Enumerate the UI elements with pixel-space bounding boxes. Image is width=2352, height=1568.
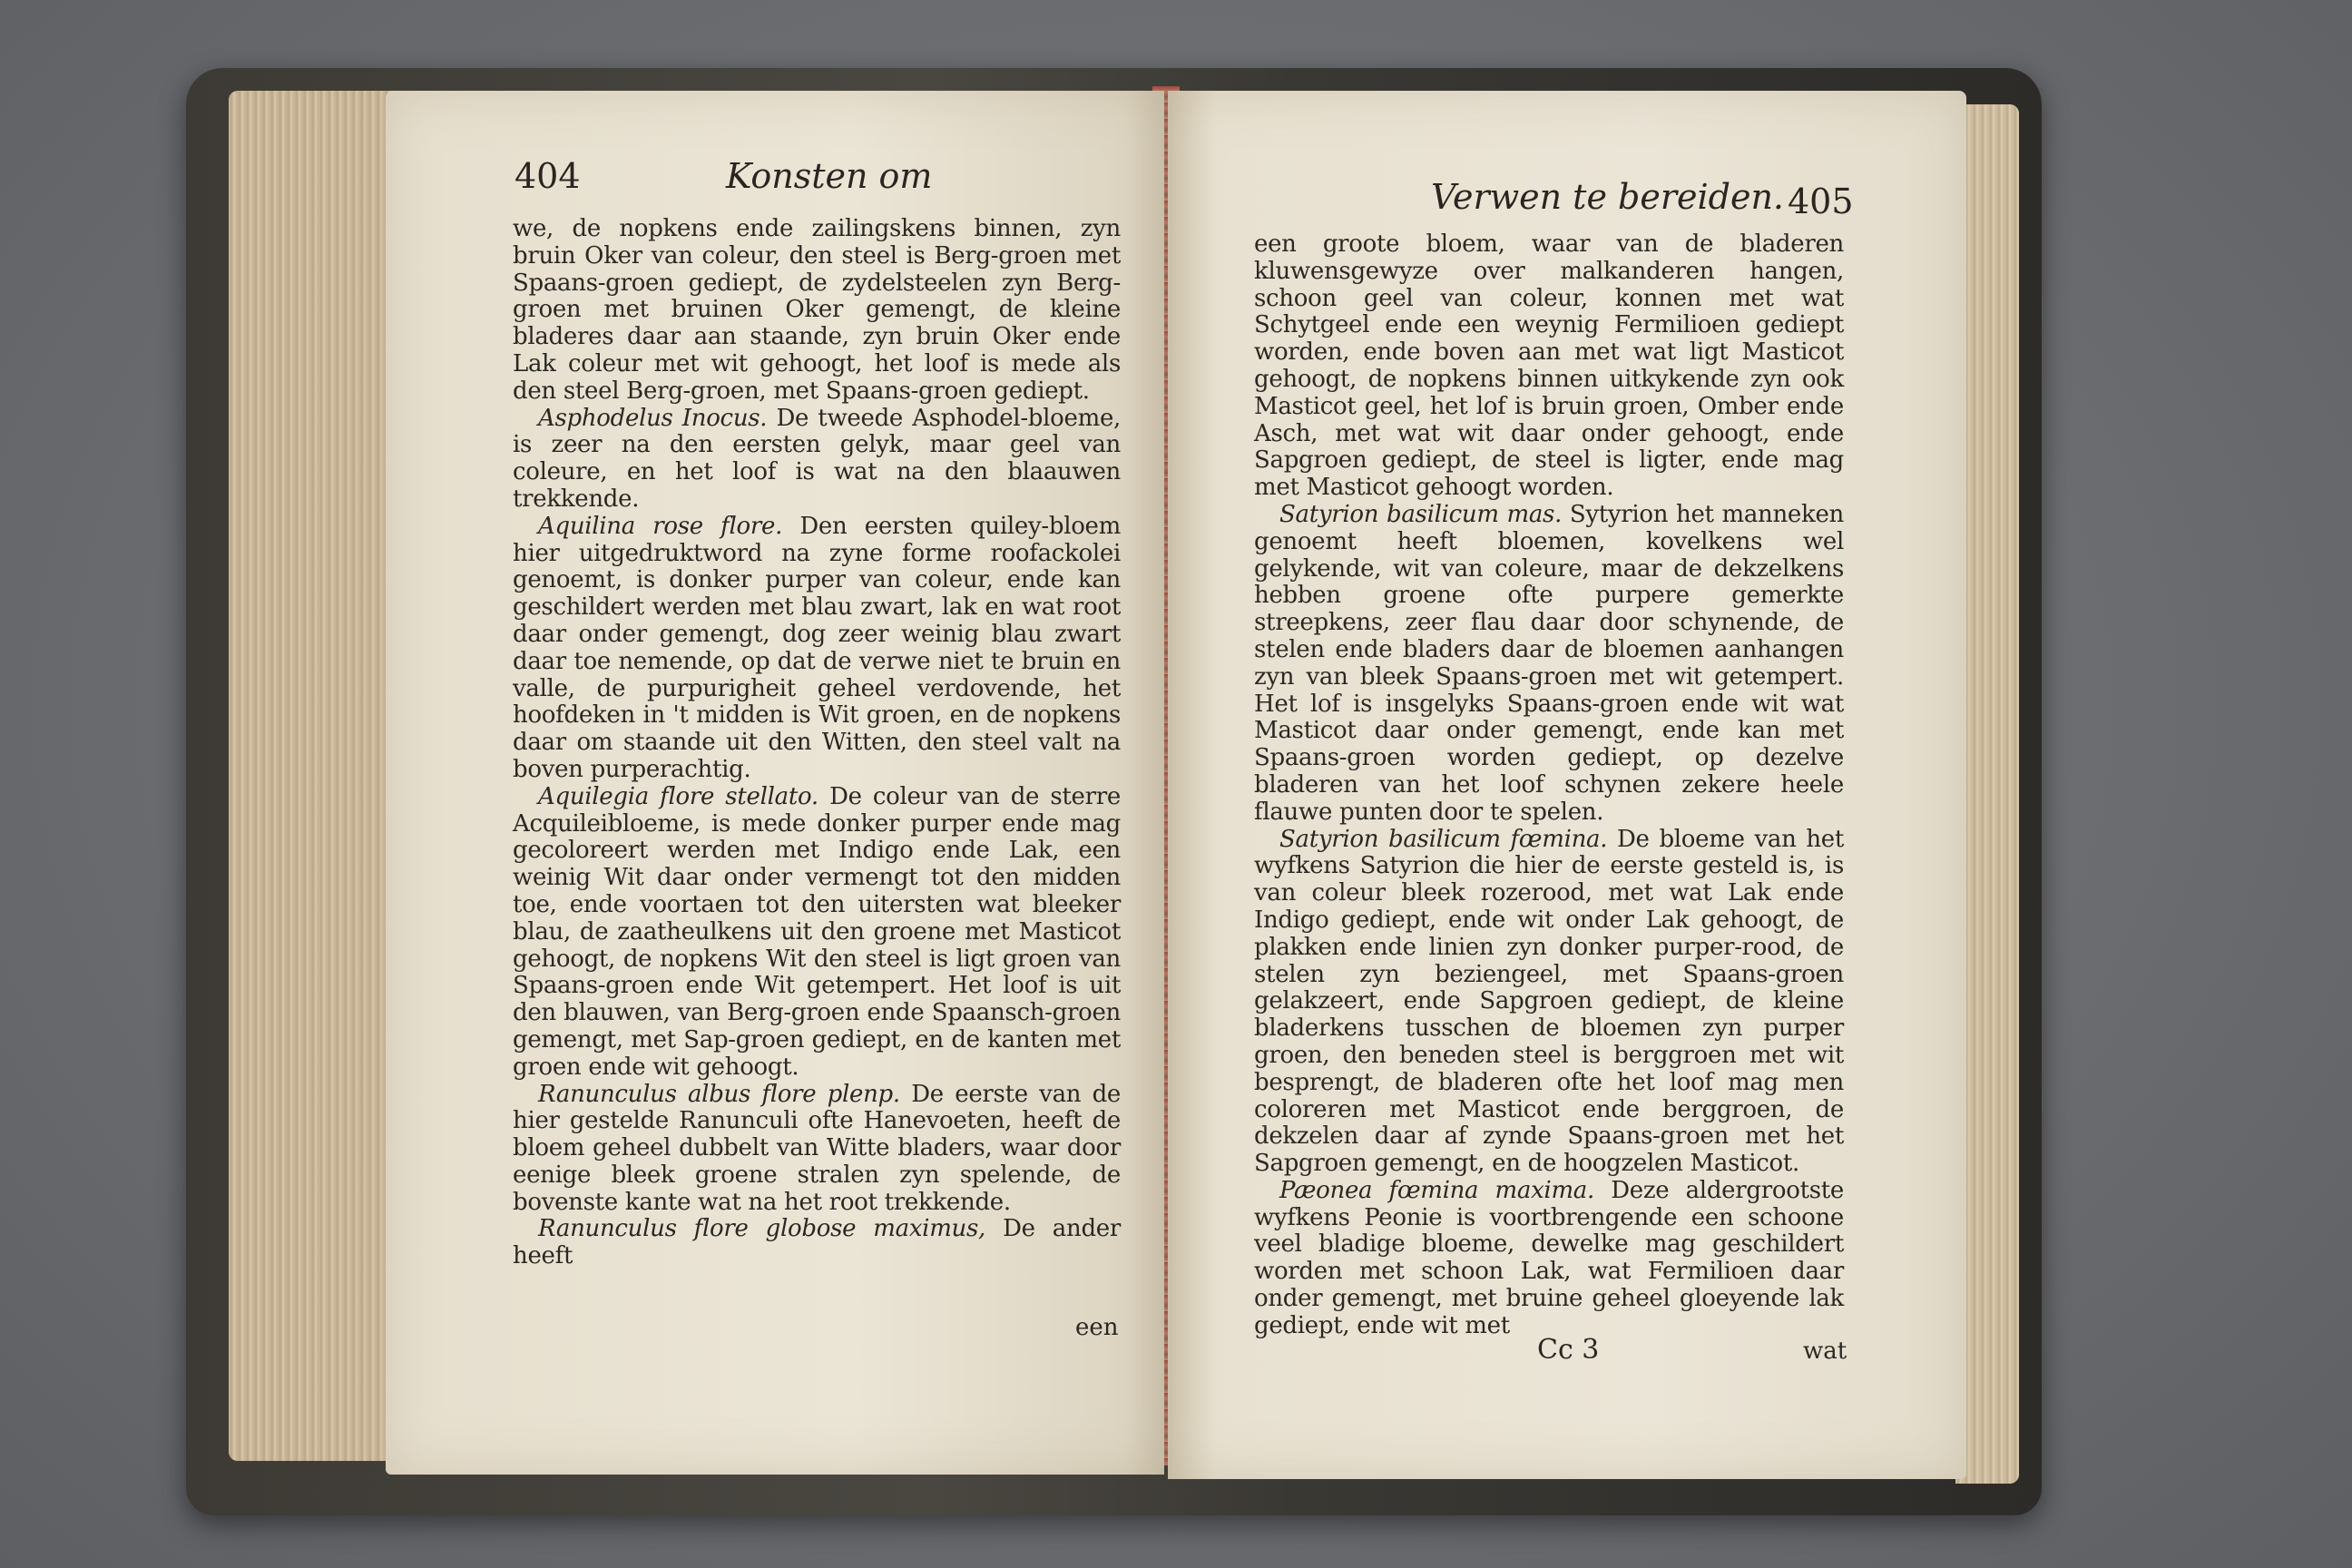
left-running-head: Konsten om xyxy=(726,156,933,196)
paragraph: we, de nopkens ende zailingskens binnen, zyn bruin Oker van coleur, den steel is Berg-groen met Spaans-groen gediept, de zydelsteelen zyn Berg-groen met bruinen Oker gemengt, de kleine bladeres daar aan staande, zyn bruin Oker ende Lak coleur met wit gehoogt, het loof is mede als den steel Berg-groen, met Spaans-groen gediept. xyxy=(513,215,1121,405)
paragraph: een groote bloem, waar van de bladeren kluwensgewyze over malkanderen hangen, schoon geel van coleur, konnen met wat Schytgeel ende een weynig Fermilioen gediept worden, ende boven aan met wat ligt Masticot gehoogt, de nopkens binnen uitkykende zyn ook Masticot geel, het lof is bruin groen, Omber ende Asch, met wat wit daar onder gehoogt, ende Sapgroen gediept, de steel is ligter, ende mag met Masticot gehoogt worden. xyxy=(1254,230,1844,502)
paragraph: Ranunculus albus flore plenp. De eerste van de hier gestelde Ranunculi ofte Hanevoeten, heeft de bloem geheel dubbelt van Witte bladers, waar door eenige bleek groene stralen zyn spelende, de bovenste kante wat na het root trekkende. xyxy=(513,1080,1122,1216)
paragraph-label: Satyrion basilicum fœmina. xyxy=(1279,825,1608,853)
left-page-number: 404 xyxy=(514,156,581,196)
page-block-left xyxy=(229,91,401,1461)
right-page-text xyxy=(1254,231,1844,1340)
paragraph-label: Aquilegia flore stellato. xyxy=(538,782,818,810)
left-catchword: een xyxy=(1075,1314,1119,1341)
paragraph-label: Aquilina rose flore. xyxy=(538,512,783,540)
signature-mark: Cc 3 xyxy=(1537,1334,1600,1366)
paragraph-label: Ranunculus albus flore plenp. xyxy=(538,1080,900,1108)
right-page xyxy=(1168,91,1966,1479)
right-running-head: Verwen te bereiden. xyxy=(1431,177,1784,217)
paragraph-label: Pæonea fœmina maxima. xyxy=(1279,1176,1594,1204)
paragraph: Satyrion basilicum fœmina. De bloeme van het wyfkens Satyrion die hier de eerste gesteld is, is van coleur bleek rozerood, met wat Lak ende Indigo gediept, ende wit onder Lak gehoogt, de plakken ende linien zyn donker purper-rood, de stelen zyn beziengeel, met Spaans-groen gelakzeert, ende Sapgroen gediept, de kleine bladerkens tusschen de bloemen zyn purper groen, den beneden steel is berggroen met wit besprengt, de bladeren ofte het loof mag men coloreren met Masticot ende berggroen, de dekzelen daar af zynde Spaans-groen met het Sapgroen gemengt, en de hoogzelen Masticot. xyxy=(1254,825,1845,1178)
left-page-text xyxy=(513,216,1121,1270)
left-page xyxy=(386,91,1164,1475)
paragraph-label: Asphodelus Inocus. xyxy=(538,404,768,432)
paragraph-label: Ranunculus flore globose maximus, xyxy=(538,1215,986,1243)
paragraph: Ranunculus flore globose maximus, De ander heeft xyxy=(513,1215,1121,1270)
paragraph: Pæonea fœmina maxima. Deze aldergrootste wyfkens Peonie is voortbrengende een schoone veel bladige bloeme, dewelke mag geschildert worden met schoon Lak, wat Fermilioen daar onder gemengt, met bruine geheel gloeyende lak gediept, ende wit met xyxy=(1254,1176,1844,1339)
paragraph: Aquilina rose flore. Den eersten quiley-bloem hier uitgedruktword na zyne forme roofackolei genoemt, is donker purper van coleur, ende kan geschildert werden met blau zwart, lak en wat root daar onder gemengt, dog zeer weinig blau zwart daar toe nemende, op dat de verwe niet te bruin en valle, de purpurigheit geheel verdovende, het hoofdeken in 't midden is Wit groen, en de nopkens daar om staande uit den Witten, den steel valt na boven purperachtig. xyxy=(513,512,1121,783)
paragraph-label: Satyrion basilicum mas. xyxy=(1279,500,1563,528)
right-page-number: 405 xyxy=(1788,181,1854,221)
paragraph: Aquilegia flore stellato. De coleur van de sterre Acquileibloeme, is mede donker purper ende mag gecoloreert werden met Indigo ende Lak, een weinig Wit daar onder vermengt tot den midden toe, ende voortaen tot den uitersten wat bleeker blau, de zaatheulkens uit den groene met Masticot gehoogt, de nopkens Wit den steel is ligt groen van Spaans-groen ende Wit getempert. Het loof is uit den blauwen, van Berg-groen ende Spaansch-groen gemengt, met Sap-groen gediept, en de kanten met groen ende wit gehoogt. xyxy=(513,782,1121,1081)
paragraph: Asphodelus Inocus. De tweede Asphodel-bloeme, is zeer na den eersten gelyk, maar geel van coleure, en het loof is wat na den blaauwen trekkende. xyxy=(513,404,1122,513)
right-catchword: wat xyxy=(1803,1338,1847,1365)
paragraph: Satyrion basilicum mas. Sytyrion het manneken genoemt heeft bloemen, kovelkens wel gelykende, wit van coleure, maar de dekzelkens hebben groene ofte purpere gemerkte streepkens, zeer flau daar door schynende, de stelen ende bladers daar de bloemen aanhangen zyn van bleek Spaans-groen met wit getempert. Het lof is insgelyks Spaans-groen ende wit wat Masticot daar onder gemengt, ende kan met Spaans-groen worden gediept, op dezelve bladeren van het loof schynen zekere heele flauwe punten door te spelen. xyxy=(1254,500,1844,826)
